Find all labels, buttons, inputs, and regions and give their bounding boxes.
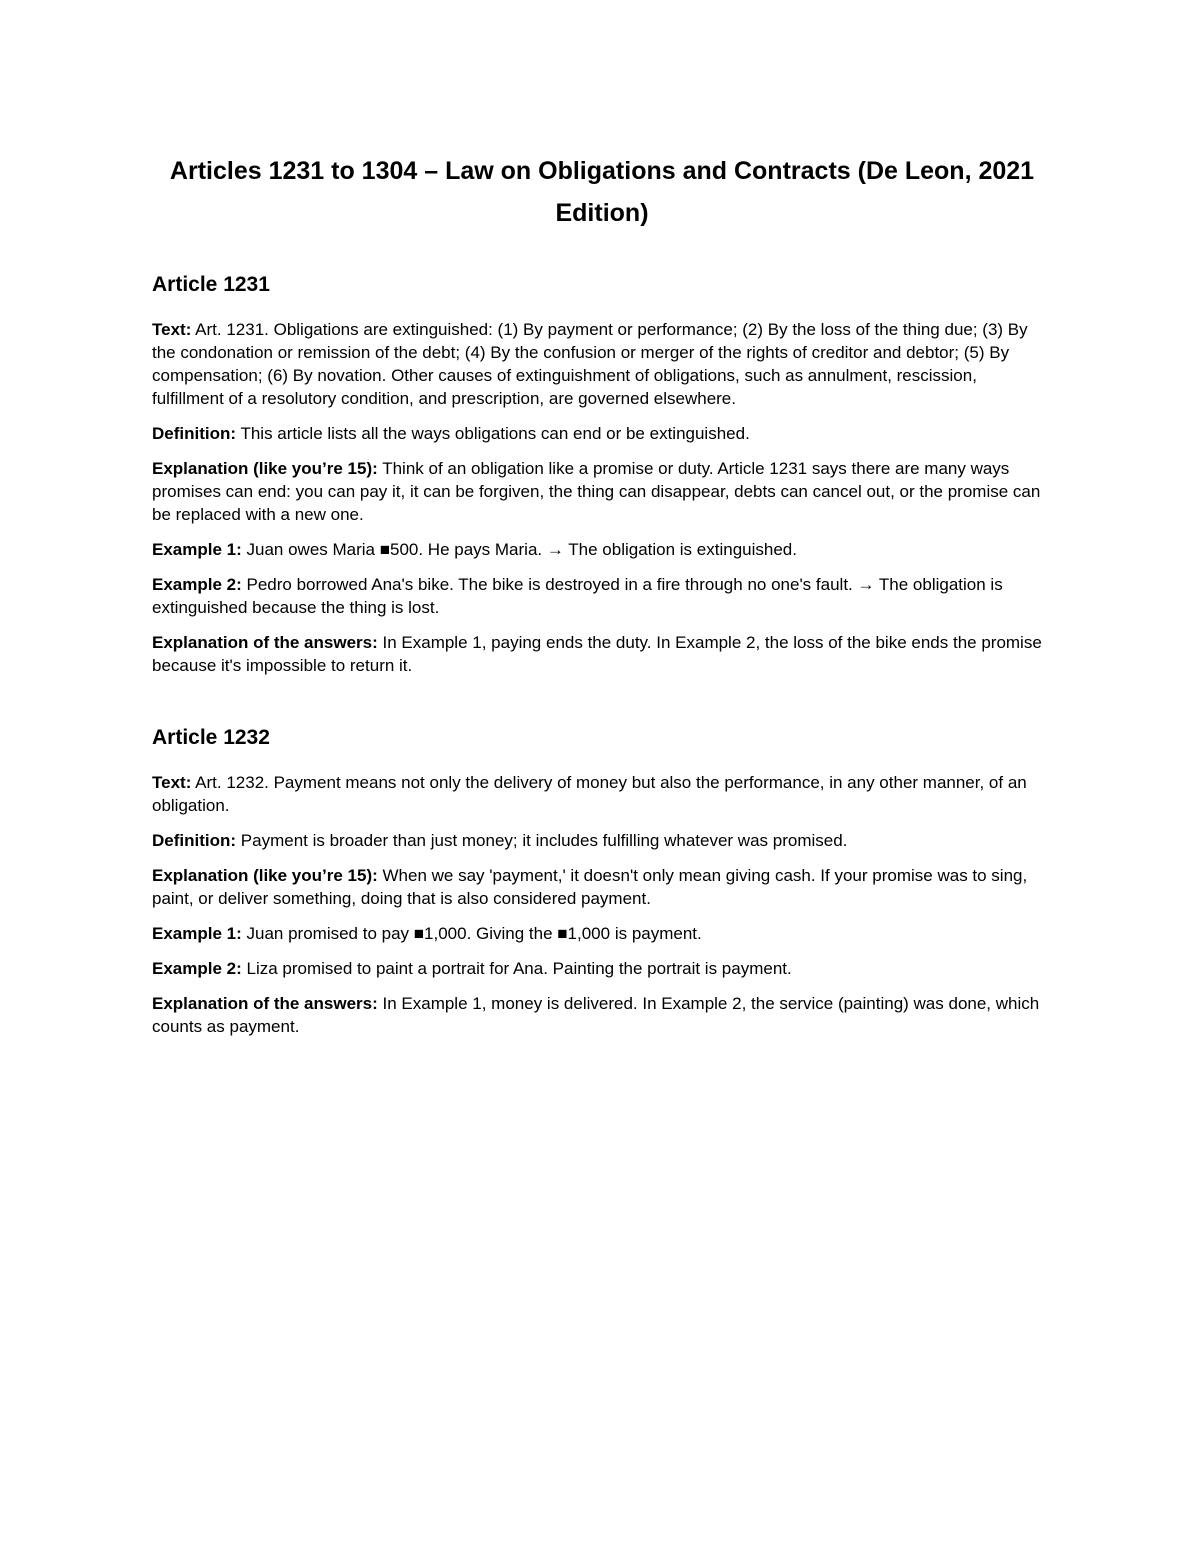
example-1-body: Juan owes Maria ■500. He pays Maria. → The obligation is extinguished. xyxy=(246,540,797,559)
article-example-1 xyxy=(152,922,1052,945)
explanation-body: Think of an obligation like a promise or duty. Article 1231 says there are many ways promises can end: you can pay it, it can be forgiven, the thing can disappear, debts can cancel out, or the promise can be replaced with a new one. xyxy=(152,459,1041,524)
example-2-body: Pedro borrowed Ana's bike. The bike is destroyed in a fire through no one's fault. → The obligation is extinguished because the thing is lost. xyxy=(152,575,1003,617)
article-definition xyxy=(152,422,1052,445)
article-text xyxy=(152,771,1052,817)
definition-label: Definition: xyxy=(152,831,237,850)
example-2-label: Example 2: xyxy=(152,959,242,978)
answers-body: In Example 1, money is delivered. In Example 2, the service (painting) was done, which counts as payment. xyxy=(152,994,1040,1036)
text-body: Art. 1231. Obligations are extinguished: (1) By payment or performance; (2) By the loss of the thing due; (3) By the condonation or remission of the debt; (4) By the confusion or merger of the rights of creditor and debtor; (5) By compensation; (6) By novation. Other causes of extinguishment of obligations, such as annulment, rescission, fulfillment of a resolutory condition, and prescription, are governed elsewhere. xyxy=(152,320,1028,408)
article-1231 xyxy=(152,272,1052,677)
example-1-body: Juan promised to pay ■1,000. Giving the ■1,000 is payment. xyxy=(246,924,702,943)
text-body: Art. 1232. Payment means not only the delivery of money but also the performance, in any other manner, of an obligation. xyxy=(152,773,1027,815)
answers-label: Explanation of the answers: xyxy=(152,633,378,652)
definition-body: Payment is broader than just money; it includes fulfilling whatever was promised. xyxy=(240,831,848,850)
example-2-label: Example 2: xyxy=(152,575,242,594)
example-1-label: Example 1: xyxy=(152,540,242,559)
article-definition xyxy=(152,829,1052,852)
answers-label: Explanation of the answers: xyxy=(152,994,378,1013)
article-example-1 xyxy=(152,538,1052,561)
article-example-2 xyxy=(152,957,1052,980)
document-page xyxy=(152,150,1052,1050)
article-text xyxy=(152,318,1052,410)
text-label: Text: xyxy=(152,773,192,792)
article-1232 xyxy=(152,725,1052,1038)
article-heading: Article 1232 xyxy=(152,726,270,749)
text-label: Text: xyxy=(152,320,192,339)
article-answers xyxy=(152,992,1052,1038)
article-heading: Article 1231 xyxy=(152,273,270,296)
definition-body: This article lists all the ways obligations can end or be extinguished. xyxy=(240,424,750,443)
article-explanation xyxy=(152,864,1052,910)
article-example-2 xyxy=(152,573,1052,619)
article-answers xyxy=(152,631,1052,677)
example-1-label: Example 1: xyxy=(152,924,242,943)
answers-body: In Example 1, paying ends the duty. In Example 2, the loss of the bike ends the promise because it's impossible to return it. xyxy=(152,633,1042,675)
example-2-body: Liza promised to paint a portrait for Ana. Painting the portrait is payment. xyxy=(246,959,792,978)
document-title: Articles 1231 to 1304 – Law on Obligations and Contracts (De Leon, 2021 Edition) xyxy=(169,157,1035,227)
explanation-label: Explanation (like you’re 15): xyxy=(152,459,378,478)
explanation-label: Explanation (like you’re 15): xyxy=(152,866,378,885)
article-explanation xyxy=(152,457,1052,526)
definition-label: Definition: xyxy=(152,424,237,443)
explanation-body: When we say 'payment,' it doesn't only mean giving cash. If your promise was to sing, paint, or deliver something, doing that is also considered payment. xyxy=(152,866,1028,908)
